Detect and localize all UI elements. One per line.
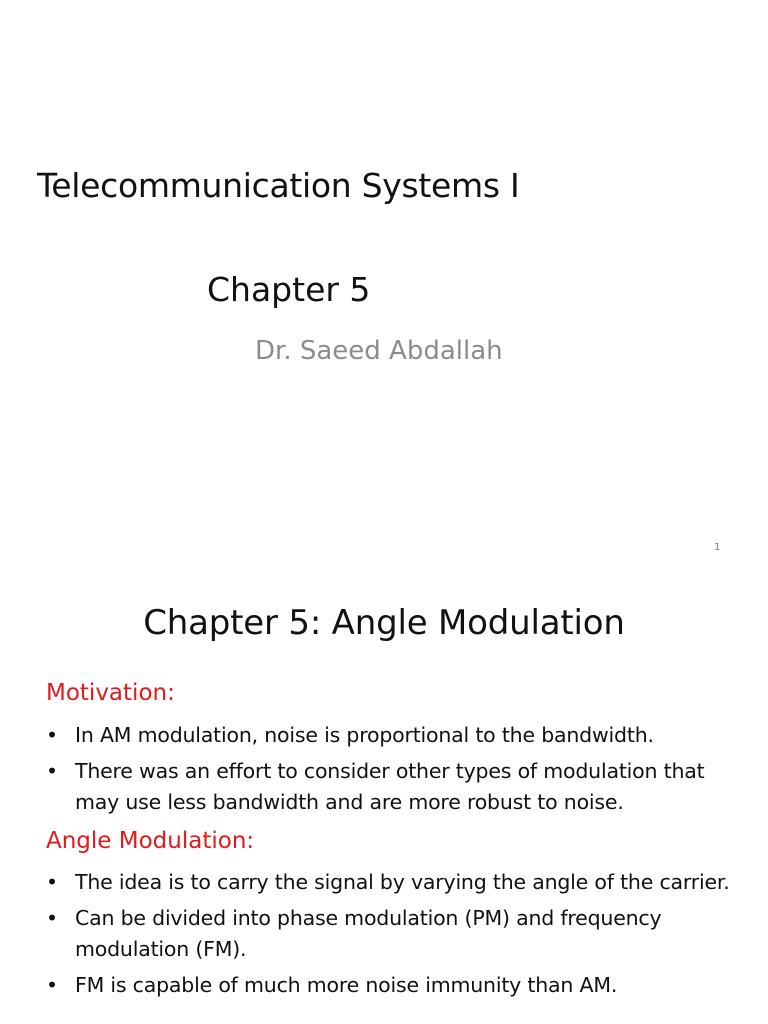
bullet-text: There was an effort to consider other types of modulation that may use less bandwidth and are more robust to noise. [75, 759, 705, 814]
page-number: 1 [714, 542, 721, 553]
bullet-text: The idea is to carry the signal by varying the angle of the carrier. [75, 870, 730, 894]
bullet-text: Can be divided into phase modulation (PM) and frequency modulation (FM). [75, 906, 662, 961]
chapter-label: Chapter 5 [207, 270, 371, 309]
bullet-item [46, 903, 746, 965]
bullet-text: FM is capable of much more noise immunity than AM. [75, 973, 618, 997]
section-heading-motivation: Motivation: [46, 680, 175, 706]
slide-title: Telecommunication Systems I [37, 166, 520, 205]
content-slide [0, 566, 768, 1024]
bullet-item [46, 756, 746, 818]
section-heading-angle-modulation: Angle Modulation: [46, 828, 255, 854]
author-name: Dr. Saeed Abdallah [255, 336, 503, 366]
bullet-dot-icon: • [46, 723, 58, 747]
angle-modulation-bullet-list [46, 867, 746, 1006]
bullet-text: In AM modulation, noise is proportional to the bandwidth. [75, 723, 654, 747]
bullet-dot-icon: • [46, 870, 58, 894]
motivation-bullet-list [46, 720, 746, 823]
content-slide-title: Chapter 5: Angle Modulation [143, 603, 625, 643]
bullet-item [46, 720, 746, 751]
bullet-item [46, 867, 746, 898]
bullet-item [46, 970, 746, 1001]
bullet-dot-icon: • [46, 973, 58, 997]
bullet-dot-icon: • [46, 759, 58, 783]
bullet-dot-icon: • [46, 906, 58, 930]
